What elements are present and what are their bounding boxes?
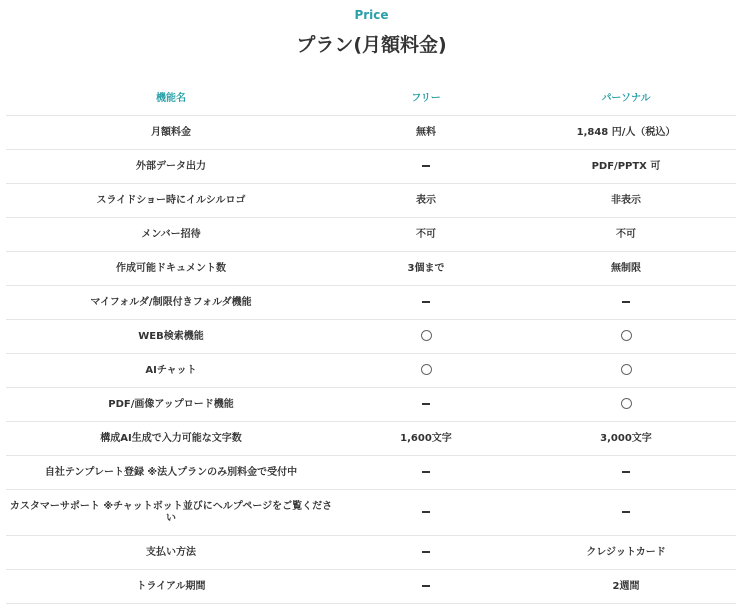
table-row [6,422,736,456]
personal-plan-cell: 3,000文字 [516,422,736,456]
free-plan-cell [336,490,516,536]
personal-plan-cell [516,456,736,490]
free-plan-cell: 3個まで [336,252,516,286]
not-available-dash-icon [422,551,430,553]
column-header-feature: 機能名 [6,82,336,116]
feature-cell: 外部データ出力 [6,150,336,184]
free-plan-cell [336,150,516,184]
feature-cell: 支払い方法 [6,536,336,570]
feature-cell: カスタマーサポート ※チャットボット並びにヘルプページをご覧ください [6,490,336,536]
table-row [6,116,736,150]
personal-plan-cell [516,286,736,320]
free-plan-cell [336,286,516,320]
personal-plan-cell: 不可 [516,218,736,252]
available-circle-icon [421,364,432,375]
personal-plan-cell [516,388,736,422]
table-row [6,150,736,184]
feature-cell: マイフォルダ/制限付きフォルダ機能 [6,286,336,320]
feature-cell: スライドショー時にイルシルロゴ [6,184,336,218]
free-plan-cell [336,536,516,570]
table-row [6,320,736,354]
table-row [6,490,736,536]
table-row [6,570,736,604]
personal-plan-cell: クレジットカード [516,536,736,570]
not-available-dash-icon [422,511,430,513]
free-plan-cell [336,456,516,490]
free-plan-cell [336,320,516,354]
free-plan-cell [336,388,516,422]
table-row [6,456,736,490]
personal-plan-cell: 2週間 [516,570,736,604]
available-circle-icon [421,330,432,341]
feature-cell: PDF/画像アップロード機能 [6,388,336,422]
personal-plan-cell: 非表示 [516,184,736,218]
not-available-dash-icon [422,403,430,405]
section-eyebrow: Price [354,8,389,22]
table-row [6,536,736,570]
personal-plan-cell: PDF/PPTX 可 [516,150,736,184]
column-header-personal: パーソナル [516,82,736,116]
feature-cell: 自社テンプレート登録 ※法人プランのみ別料金で受付中 [6,456,336,490]
feature-cell: AIチャット [6,354,336,388]
personal-plan-cell [516,354,736,388]
not-available-dash-icon [422,301,430,303]
free-plan-cell: 1,600文字 [336,422,516,456]
personal-plan-cell: 1,848 円/人（税込） [516,116,736,150]
feature-cell: メンバー招待 [6,218,336,252]
column-header-free: フリー [336,82,516,116]
pricing-table [6,82,736,604]
personal-plan-cell: 無制限 [516,252,736,286]
feature-cell: 作成可能ドキュメント数 [6,252,336,286]
available-circle-icon [621,398,632,409]
not-available-dash-icon [422,585,430,587]
table-row [6,388,736,422]
available-circle-icon [621,330,632,341]
not-available-dash-icon [622,511,630,513]
not-available-dash-icon [422,471,430,473]
pricing-table-body [6,116,736,604]
free-plan-cell: 不可 [336,218,516,252]
feature-cell: WEB検索機能 [6,320,336,354]
page-title: プラン(月額料金) [296,34,447,56]
free-plan-cell: 無料 [336,116,516,150]
table-row [6,184,736,218]
not-available-dash-icon [422,165,430,167]
table-row [6,252,736,286]
not-available-dash-icon [622,471,630,473]
free-plan-cell [336,354,516,388]
table-header-row [6,82,736,116]
feature-cell: トライアル期間 [6,570,336,604]
table-row [6,354,736,388]
table-row [6,218,736,252]
feature-cell: 構成AI生成で入力可能な文字数 [6,422,336,456]
feature-cell: 月額料金 [6,116,336,150]
not-available-dash-icon [622,301,630,303]
table-row [6,286,736,320]
personal-plan-cell [516,320,736,354]
free-plan-cell: 表示 [336,184,516,218]
free-plan-cell [336,570,516,604]
available-circle-icon [621,364,632,375]
personal-plan-cell [516,490,736,536]
